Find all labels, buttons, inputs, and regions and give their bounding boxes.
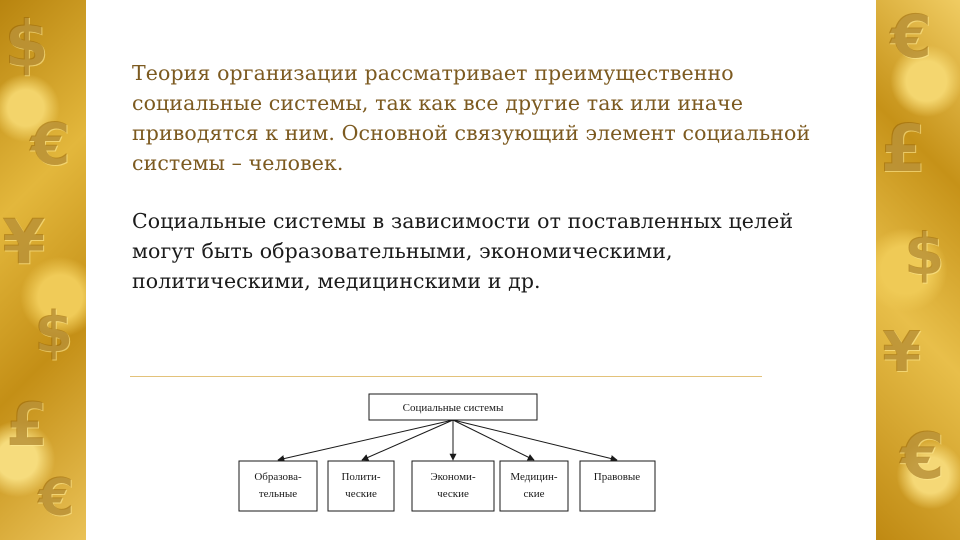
- decorative-left-border: [0, 0, 86, 540]
- euro-sign-icon: €: [900, 420, 945, 494]
- yen-sign-icon: ¥: [2, 205, 46, 278]
- diagram-arrow: [453, 420, 617, 460]
- content-panel: [86, 0, 876, 540]
- social-systems-diagram: [86, 0, 876, 540]
- euro-sign-icon: €: [890, 2, 932, 72]
- node-label-line: тельные: [258, 488, 298, 500]
- diagram-connectors: [278, 420, 617, 460]
- node-label-line: ские: [523, 488, 545, 500]
- node-label-line: ческие: [345, 488, 377, 500]
- diagram-node-economic: [412, 461, 494, 511]
- diagram-root-label: Социальные системы: [402, 402, 504, 414]
- diagram-arrow: [453, 420, 534, 460]
- diagram-node-political: [328, 461, 394, 511]
- node-label-line: Медицин-: [510, 471, 558, 483]
- pound-sign-icon: £: [6, 390, 48, 460]
- dollar-sign-icon: $: [4, 8, 49, 82]
- euro-sign-icon: €: [38, 468, 75, 528]
- euro-sign-icon: €: [30, 110, 71, 178]
- diagram-root-node: [369, 394, 537, 420]
- classification-paragraph: Социальные системы в зависимости от поставленных целей могут быть образовательными, экономическими, политическими, медицинскими и др.: [132, 209, 794, 293]
- pound-sign-icon: £: [880, 110, 926, 187]
- node-label-line: Образова-: [254, 471, 302, 483]
- diagram-node-education: [239, 461, 317, 511]
- dollar-sign-icon: $: [34, 300, 73, 365]
- node-label-line: ческие: [437, 488, 469, 500]
- node-label-line: Правовые: [593, 471, 641, 483]
- diagram-node-legal: [580, 461, 655, 511]
- diagram-arrow: [278, 420, 453, 460]
- decorative-right-border: [876, 0, 960, 540]
- dollar-sign-icon: $: [904, 220, 945, 288]
- node-label-line: Экономи-: [430, 471, 476, 483]
- diagram-node-medical: [500, 461, 568, 511]
- node-label-line: Полити-: [341, 471, 381, 483]
- yen-sign-icon: ¥: [882, 320, 921, 385]
- intro-paragraph: Теория организации рассматривает преимущественно социальные системы, так как все другие так или иначе приводятся к ним. Основной связующий элемент социальной системы – человек.: [132, 61, 811, 175]
- diagram-arrow: [362, 420, 453, 460]
